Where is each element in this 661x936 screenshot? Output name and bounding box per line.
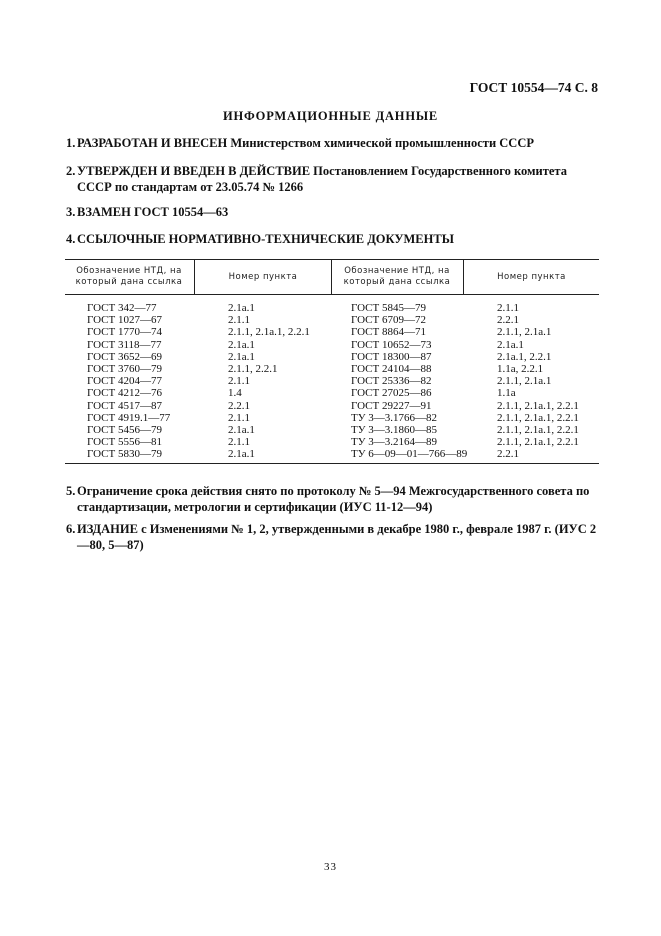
- section-number: 4.: [66, 232, 76, 246]
- section-number: 5.: [66, 484, 76, 498]
- ref-document: ТУ 3—3.1766—82: [351, 411, 438, 424]
- ref-item: 2.2.1: [497, 448, 519, 461]
- page-header: ГОСТ 10554—74 С. 8: [469, 80, 598, 95]
- references-table: [65, 259, 599, 464]
- ref-document: ГОСТ 3760—79: [87, 362, 162, 375]
- section-text: УТВЕРЖДЕН И ВВЕДЕН В ДЕЙСТВИЕ Постановлением Государственного комитета СССР по стандартам от 23.05.74 № 1266: [77, 164, 567, 194]
- section-1: [66, 136, 598, 152]
- ref-document: ГОСТ 1770—74: [87, 326, 162, 339]
- page-title: ИНФОРМАЦИОННЫЕ ДАННЫЕ: [222, 109, 439, 123]
- ref-item: 2.1.1, 2.1а.1: [497, 326, 552, 339]
- section-5: [66, 484, 598, 515]
- section-4: [66, 232, 598, 248]
- ref-item: 2.2.1: [497, 314, 519, 327]
- ref-item: 2.1.1, 2.1а.1: [497, 375, 552, 388]
- section-text: ВЗАМЕН ГОСТ 10554—63: [77, 205, 229, 219]
- ref-document: ГОСТ 5556—81: [87, 436, 162, 449]
- section-text: РАЗРАБОТАН И ВНЕСЕН Министерством химической промышленности СССР: [77, 136, 534, 150]
- section-text: Ограничение срока действия снято по протоколу № 5—94 Межгосударственного совета по стандартизации, метрологии и сертификации (ИУС 11-12—94): [77, 484, 590, 514]
- section-number: 3.: [66, 205, 76, 219]
- ref-item: 2.1.1, 2.2.1: [228, 362, 278, 375]
- section-text: ИЗДАНИЕ с Изменениями № 1, 2, утвержденными в декабре 1980 г., феврале 1987 г. (ИУС 2—80, 5—87): [77, 522, 597, 552]
- table-header: [65, 260, 599, 295]
- ref-document: ГОСТ 27025—86: [351, 387, 432, 400]
- ref-document: ГОСТ 5830—79: [87, 448, 162, 461]
- ref-document: ГОСТ 3652—69: [87, 350, 162, 363]
- ref-item: 1.4: [228, 387, 242, 400]
- ref-item: 1.1а: [497, 387, 516, 400]
- ref-document: ГОСТ 1027—67: [87, 314, 162, 327]
- ref-document: ГОСТ 8864—71: [351, 326, 426, 339]
- ref-item: 2.1.1: [228, 314, 250, 327]
- ref-document: ГОСТ 5456—79: [87, 423, 162, 436]
- ref-document: ГОСТ 29227—91: [351, 399, 432, 412]
- section-text: ССЫЛОЧНЫЕ НОРМАТИВНО-ТЕХНИЧЕСКИЕ ДОКУМЕНТЫ: [77, 232, 454, 246]
- ref-item: 2.1а.1: [497, 338, 524, 351]
- ref-document: ГОСТ 5845—79: [351, 302, 426, 314]
- header-item-left: Номер пункта: [228, 271, 298, 282]
- ref-document: ТУ 6—09—01—766—89: [351, 448, 468, 461]
- ref-item: 2.1.1, 2.1а.1, 2.2.1: [497, 436, 579, 449]
- ref-document: ТУ 3—3.1860—85: [351, 423, 438, 436]
- ref-item: 2.1а.1: [228, 338, 255, 351]
- ref-document: ГОСТ 4919.1—77: [87, 411, 171, 424]
- ref-item: 2.1а.1: [228, 448, 255, 461]
- ref-item: 2.1.1: [497, 302, 519, 314]
- ref-item: 2.2.1: [228, 399, 250, 412]
- ref-item: 2.1.1, 2.1а.1, 2.2.1: [497, 423, 579, 436]
- ref-item: 2.1а.1: [228, 302, 255, 314]
- section-number: 1.: [66, 136, 76, 150]
- ref-document: ГОСТ 342—77: [87, 302, 157, 314]
- ref-item: 2.1.1: [228, 411, 250, 424]
- section-3: [66, 205, 598, 221]
- column-docs-left: [87, 302, 170, 460]
- ref-document: ГОСТ 24104—88: [351, 362, 432, 375]
- ref-item: 2.1.1, 2.1а.1, 2.2.1: [228, 326, 310, 339]
- ref-document: ГОСТ 6709—72: [351, 314, 426, 327]
- ref-document: ГОСТ 18300—87: [351, 350, 432, 363]
- ref-item: 2.1а.1, 2.2.1: [497, 350, 552, 363]
- ref-item: 2.1.1, 2.1а.1, 2.2.1: [497, 399, 579, 412]
- section-number: 2.: [66, 164, 76, 178]
- ref-document: ГОСТ 4212—76: [87, 387, 162, 400]
- section-number: 6.: [66, 522, 76, 536]
- header-ntd-left: Обозначение НТД, на который дана ссылка: [75, 266, 183, 287]
- ref-item: 2.1.1: [228, 375, 250, 388]
- section-6: [66, 522, 598, 553]
- section-2: [66, 164, 598, 195]
- ref-document: ГОСТ 25336—82: [351, 375, 432, 388]
- column-docs-right: [351, 302, 467, 460]
- ref-document: ГОСТ 4517—87: [87, 399, 162, 412]
- ref-document: ГОСТ 4204—77: [87, 375, 162, 388]
- ref-document: ГОСТ 3118—77: [87, 338, 162, 351]
- column-items-right: [497, 302, 579, 460]
- ref-item: 2.1.1, 2.1а.1, 2.2.1: [497, 411, 579, 424]
- ref-document: ГОСТ 10652—73: [351, 338, 432, 351]
- ref-item: 2.1.1: [228, 436, 250, 449]
- header-ntd-right: Обозначение НТД, на который дана ссылка: [343, 266, 451, 287]
- ref-item: 2.1а.1: [228, 423, 255, 436]
- page-number: 33: [324, 861, 337, 873]
- header-item-right: Номер пункта: [497, 271, 566, 282]
- ref-item: 2.1а.1: [228, 350, 255, 363]
- ref-document: ТУ 3—3.2164—89: [351, 436, 438, 449]
- ref-item: 1.1а, 2.2.1: [497, 362, 544, 375]
- column-items-left: [228, 302, 310, 460]
